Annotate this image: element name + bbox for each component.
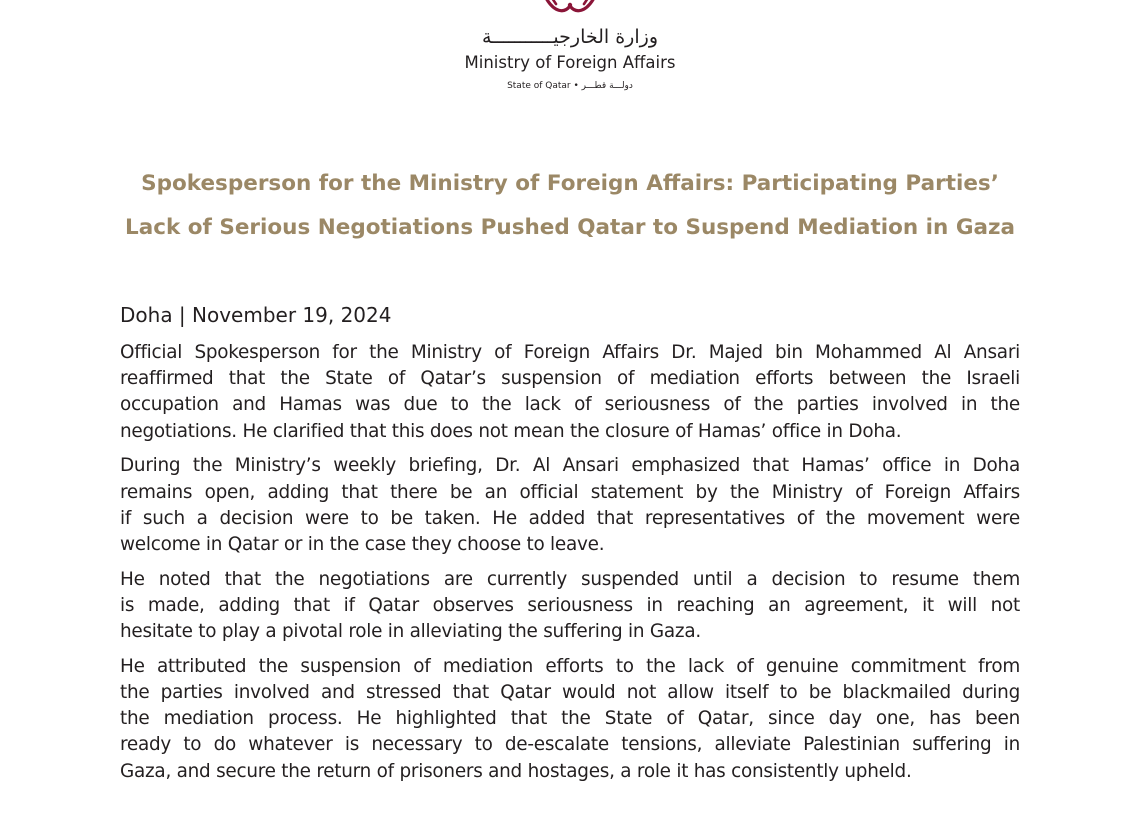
body-line: occupation and Hamas was due to the lack of seriousness of the parties involved in the bbox=[120, 394, 1020, 416]
body-line: During the Ministry’s weekly briefing, Dr. Al Ansari emphasized that Hamas’ office in Doha bbox=[120, 455, 1020, 477]
body-line: He attributed the suspension of mediation efforts to the lack of genuine commitment from bbox=[120, 655, 1020, 677]
article-body bbox=[120, 340, 1020, 793]
body-line: if such a decision were to be taken. He added that representatives of the movement were bbox=[120, 507, 1020, 529]
body-line: reaffirmed that the State of Qatar’s suspension of mediation efforts between the Israeli bbox=[120, 368, 1020, 390]
body-line: negotiations. He clarified that this does not mean the closure of Hamas’ office in Doha. bbox=[120, 420, 902, 442]
paragraph-2 bbox=[120, 453, 1020, 558]
letterhead bbox=[0, 0, 1140, 100]
press-release-headline bbox=[80, 162, 1060, 250]
ministry-english-name: Ministry of Foreign Affairs bbox=[464, 53, 676, 72]
dateline: Doha | November 19, 2024 bbox=[120, 303, 392, 327]
headline-line-2: Lack of Serious Negotiations Pushed Qatar to Suspend Mediation in Gaza bbox=[125, 215, 1015, 240]
headline-line-1: Spokesperson for the Ministry of Foreign Affairs: Participating Parties’ bbox=[141, 171, 999, 196]
paragraph-3 bbox=[120, 567, 1020, 646]
body-line: Official Spokesperson for the Ministry of Foreign Affairs Dr. Majed bin Mohammed Al Ansari bbox=[120, 342, 1020, 363]
body-line: ready to do whatever is necessary to de-escalate tensions, alleviate Palestinian suffering in bbox=[120, 734, 1020, 756]
ministry-arabic-name: وزارة الخارجيـــــــــــة bbox=[482, 26, 658, 48]
body-line: the mediation process. He highlighted that the State of Qatar, since day one, has been bbox=[120, 708, 1020, 730]
body-line: remains open, adding that there be an official statement by the Ministry of Foreign Affairs bbox=[120, 481, 1020, 503]
crossed-swords-emblem-icon bbox=[540, 0, 600, 18]
paragraph-4 bbox=[120, 654, 1020, 785]
body-line: the parties involved and stressed that Qatar would not allow itself to be blackmailed during bbox=[120, 681, 1020, 703]
paragraph-1 bbox=[120, 340, 1020, 445]
state-of-qatar-line: State of Qatar • دولـــة قطـــر bbox=[507, 81, 633, 91]
body-line: He noted that the negotiations are currently suspended until a decision to resume them bbox=[120, 568, 1020, 590]
body-line: is made, adding that if Qatar observes seriousness in reaching an agreement, it will not bbox=[120, 594, 1020, 616]
body-line: hesitate to play a pivotal role in alleviating the suffering in Gaza. bbox=[120, 621, 701, 643]
body-line: Gaza, and secure the return of prisoners and hostages, a role it has consistently upheld. bbox=[120, 760, 912, 782]
body-line: welcome in Qatar or in the case they choose to leave. bbox=[120, 533, 605, 555]
